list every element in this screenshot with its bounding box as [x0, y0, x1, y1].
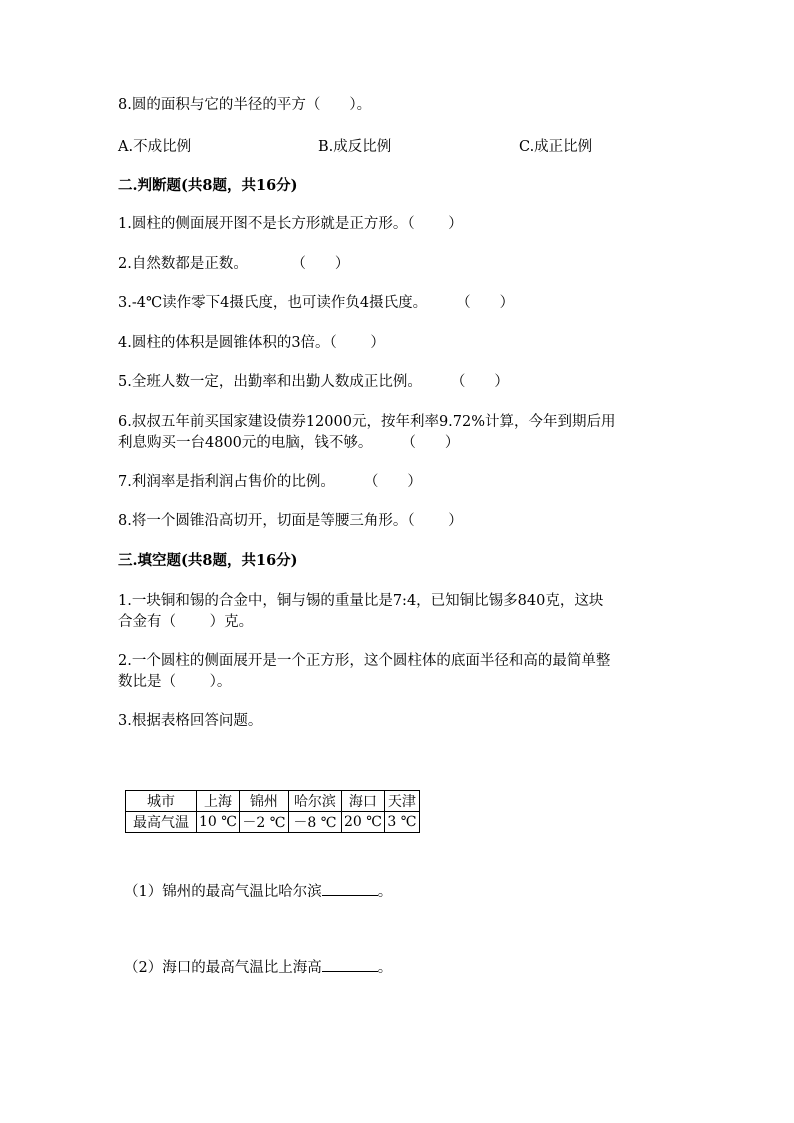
table-header-cell: 锦州 — [239, 791, 288, 812]
temperature-table — [125, 790, 420, 833]
q8-option-a: A.不成比例 — [118, 139, 192, 155]
table-header-cell: 海口 — [341, 791, 384, 812]
judgement-item-7: 7.利润率是指利润占售价的比例。 （ ） — [118, 474, 422, 490]
sub-question-1 — [124, 881, 392, 902]
table-header-cell: 城市 — [126, 791, 197, 812]
judgement-item-4: 4.圆柱的体积是圆锥体积的3倍。（ ） — [118, 335, 385, 351]
q8-option-b: B.成反比例 — [318, 139, 392, 155]
judgement-item-1: 1.圆柱的侧面展开图不是长方形就是正方形。（ ） — [118, 216, 463, 232]
table-cell: 3 ℃ — [384, 812, 419, 833]
sub-question-end: 。 — [377, 884, 393, 900]
section-title-fill-blank: 三.填空题(共8题，共16分) — [118, 552, 298, 569]
answer-blank[interactable] — [322, 957, 378, 972]
q8-stem: 8.圆的面积与它的半径的平方（ ）。 — [118, 97, 372, 113]
answer-blank[interactable] — [322, 881, 378, 896]
table-row — [126, 812, 420, 833]
table-cell: 20 ℃ — [341, 812, 384, 833]
fill-item-1-line1: 1.一块铜和锡的合金中，铜与锡的重量比是7:4，已知铜比锡多840克，这块 — [118, 593, 604, 609]
q8-option-c: C.成正比例 — [519, 139, 593, 155]
sub-question-end: 。 — [377, 960, 393, 976]
fill-item-1-line2: 合金有（ ）克。 — [118, 614, 254, 630]
judgement-item-6-line2: 利息购买一台4800元的电脑，钱不够。 （ ） — [118, 435, 460, 451]
table-cell: 最高气温 — [126, 812, 197, 833]
sub-question-text: （1）锦州的最高气温比哈尔滨 — [124, 884, 322, 900]
judgement-item-6-line1: 6.叔叔五年前买国家建设债券12000元，按年利率9.72%计算，今年到期后用 — [118, 414, 616, 430]
table-cell: 10 ℃ — [197, 812, 240, 833]
table-header-cell: 哈尔滨 — [288, 791, 341, 812]
sub-question-2 — [124, 957, 392, 978]
table-header-row — [126, 791, 420, 812]
section-title-judgement: 二.判断题(共8题，共16分) — [118, 177, 298, 194]
sub-question-text: （2）海口的最高气温比上海高 — [124, 960, 322, 976]
judgement-item-8: 8.将一个圆锥沿高切开，切面是等腰三角形。（ ） — [118, 513, 463, 529]
table-header-cell: 上海 — [197, 791, 240, 812]
table-cell: －2 ℃ — [239, 812, 288, 833]
judgement-item-3: 3.-4℃读作零下4摄氏度，也可读作负4摄氏度。 （ ） — [118, 295, 515, 311]
fill-item-2-line1: 2.一个圆柱的侧面展开是一个正方形，这个圆柱体的底面半径和高的最简单整 — [118, 653, 611, 669]
table-cell: －8 ℃ — [288, 812, 341, 833]
fill-item-2-line2: 数比是（ ）。 — [118, 674, 232, 690]
fill-item-3: 3.根据表格回答问题。 — [118, 713, 263, 729]
judgement-item-5: 5.全班人数一定，出勤率和出勤人数成正比例。 （ ） — [118, 374, 509, 390]
judgement-item-2: 2.自然数都是正数。 （ ） — [118, 256, 350, 272]
table-header-cell: 天津 — [384, 791, 419, 812]
